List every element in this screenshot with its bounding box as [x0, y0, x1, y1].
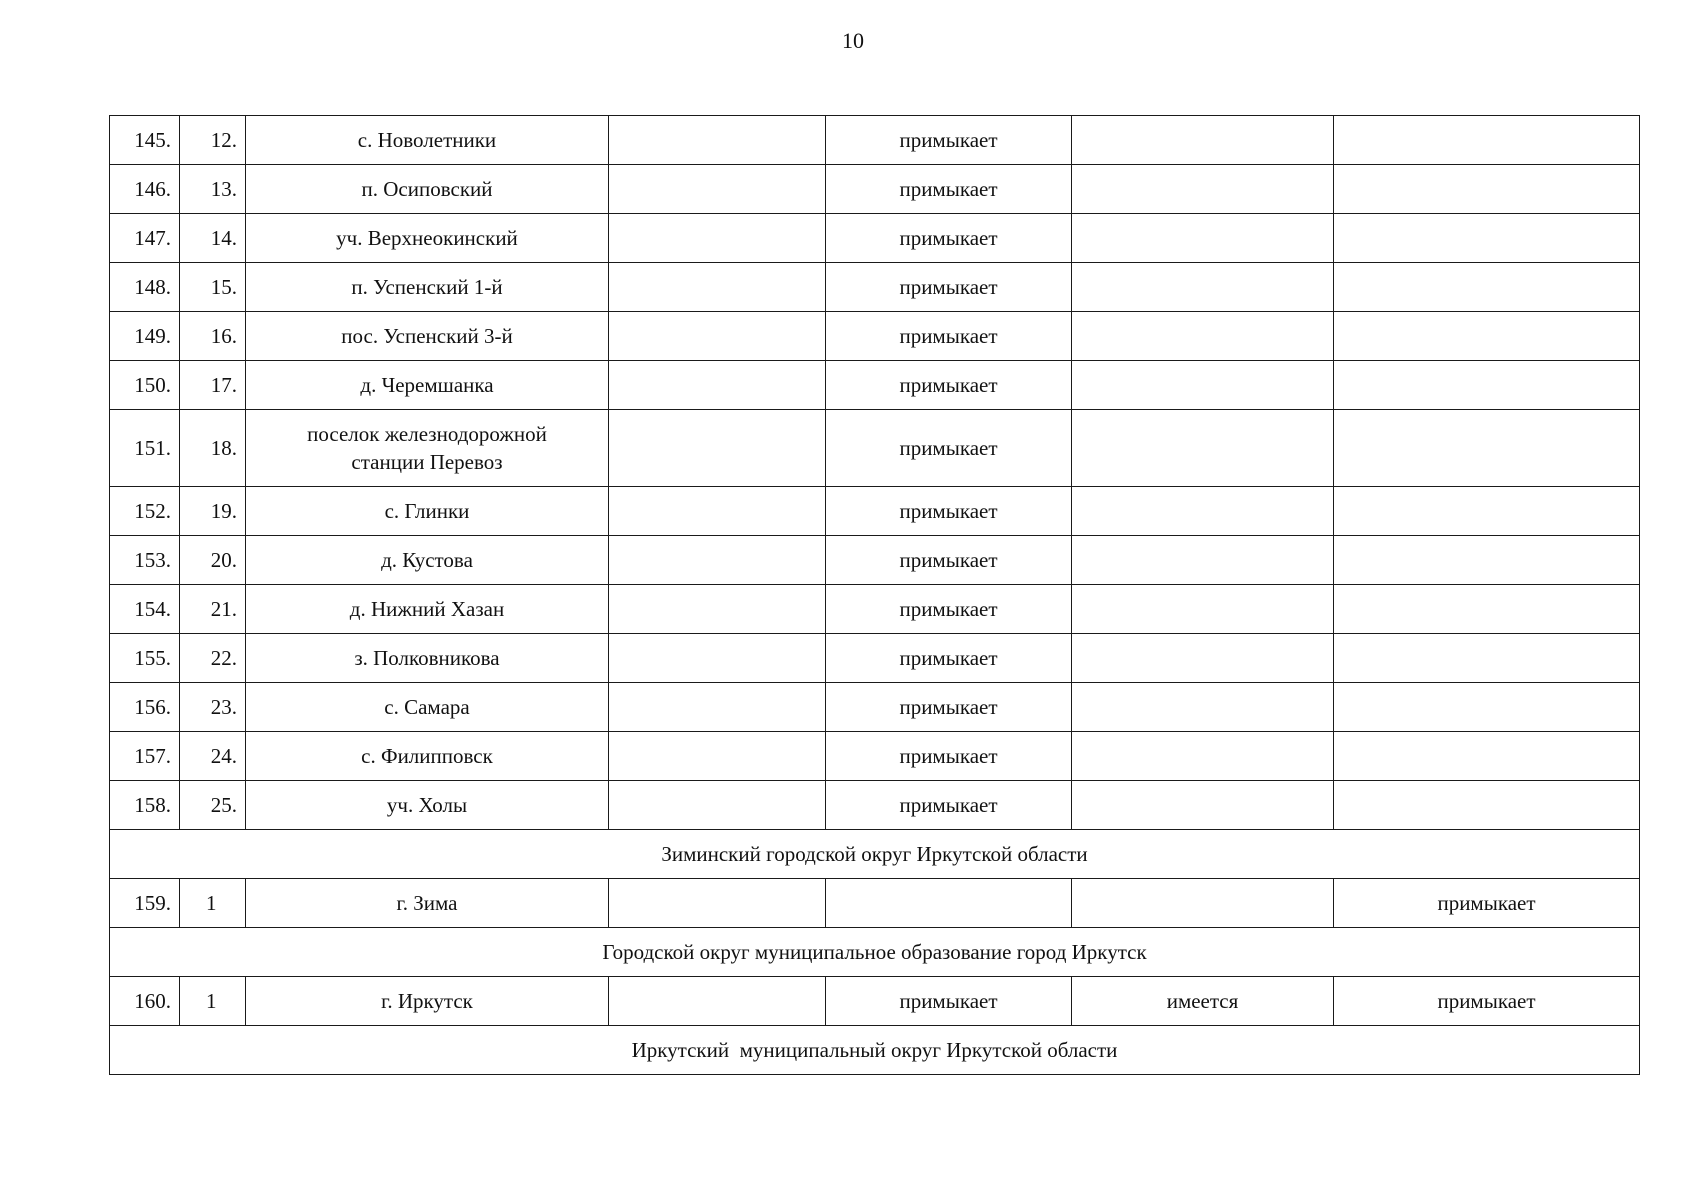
- local-number: 19.: [180, 487, 246, 536]
- section-header-row: [110, 1026, 1640, 1075]
- table-row: [110, 410, 1640, 487]
- row-number: 160.: [110, 977, 180, 1026]
- row-number: 145.: [110, 116, 180, 165]
- row-number: 149.: [110, 312, 180, 361]
- row-number: 146.: [110, 165, 180, 214]
- cell-col7: [1334, 312, 1640, 361]
- local-number: 23.: [180, 683, 246, 732]
- table-row: [110, 732, 1640, 781]
- row-number: 154.: [110, 585, 180, 634]
- cell-col6: имеется: [1072, 977, 1334, 1026]
- settlement-name: п. Осиповский: [246, 165, 609, 214]
- local-number: 1: [180, 879, 246, 928]
- row-number: 157.: [110, 732, 180, 781]
- table-row: [110, 487, 1640, 536]
- cell-col7: [1334, 634, 1640, 683]
- row-number: 155.: [110, 634, 180, 683]
- cell-col6: [1072, 312, 1334, 361]
- cell-col4: [609, 879, 826, 928]
- row-number: 147.: [110, 214, 180, 263]
- settlement-name: уч. Верхнеокинский: [246, 214, 609, 263]
- cell-col4: [609, 732, 826, 781]
- cell-col5: примыкает: [826, 214, 1072, 263]
- cell-col7: [1334, 781, 1640, 830]
- cell-col5: примыкает: [826, 487, 1072, 536]
- settlement-name: п. Успенский 1-й: [246, 263, 609, 312]
- row-number: 151.: [110, 410, 180, 487]
- cell-col4: [609, 634, 826, 683]
- section-title-zima: Зиминский городской округ Иркутской области: [110, 830, 1640, 879]
- table-row: [110, 263, 1640, 312]
- cell-col7: [1334, 536, 1640, 585]
- cell-col6: [1072, 263, 1334, 312]
- cell-col7: [1334, 165, 1640, 214]
- cell-col4: [609, 116, 826, 165]
- cell-col4: [609, 263, 826, 312]
- settlement-name: уч. Холы: [246, 781, 609, 830]
- page-number: 10: [842, 28, 864, 53]
- settlement-name-line2: станции Перевоз: [351, 450, 503, 474]
- section-header-row: [110, 928, 1640, 977]
- settlement-name: с. Самара: [246, 683, 609, 732]
- row-number: 156.: [110, 683, 180, 732]
- row-number: 158.: [110, 781, 180, 830]
- cell-col6: [1072, 116, 1334, 165]
- cell-col6: [1072, 214, 1334, 263]
- settlement-name: с. Филипповск: [246, 732, 609, 781]
- cell-col4: [609, 977, 826, 1026]
- cell-col7: [1334, 585, 1640, 634]
- cell-col4: [609, 361, 826, 410]
- table-row: [110, 214, 1640, 263]
- row-number: 150.: [110, 361, 180, 410]
- cell-col4: [609, 312, 826, 361]
- settlement-name: с. Глинки: [246, 487, 609, 536]
- cell-col6: [1072, 732, 1334, 781]
- cell-col7: [1334, 410, 1640, 487]
- table-row: [110, 879, 1640, 928]
- table-row: [110, 781, 1640, 830]
- settlement-name: г. Иркутск: [246, 977, 609, 1026]
- cell-col4: [609, 214, 826, 263]
- cell-col4: [609, 165, 826, 214]
- cell-col5: примыкает: [826, 116, 1072, 165]
- cell-col6: [1072, 683, 1334, 732]
- cell-col5: примыкает: [826, 732, 1072, 781]
- cell-col5: примыкает: [826, 683, 1072, 732]
- cell-col5: примыкает: [826, 165, 1072, 214]
- cell-col6: [1072, 165, 1334, 214]
- table-row: [110, 634, 1640, 683]
- local-number: 25.: [180, 781, 246, 830]
- row-number: 152.: [110, 487, 180, 536]
- cell-col6: [1072, 585, 1334, 634]
- cell-col6: [1072, 410, 1334, 487]
- settlement-name: г. Зима: [246, 879, 609, 928]
- local-number: 1: [180, 977, 246, 1026]
- cell-col4: [609, 410, 826, 487]
- cell-col5: [826, 879, 1072, 928]
- settlement-name: д. Нижний Хазан: [246, 585, 609, 634]
- table-row: [110, 683, 1640, 732]
- cell-col4: [609, 585, 826, 634]
- cell-col5: примыкает: [826, 312, 1072, 361]
- cell-col7: [1334, 116, 1640, 165]
- cell-col4: [609, 781, 826, 830]
- local-number: 24.: [180, 732, 246, 781]
- cell-col4: [609, 683, 826, 732]
- cell-col5: примыкает: [826, 585, 1072, 634]
- cell-col7: [1334, 732, 1640, 781]
- cell-col6: [1072, 361, 1334, 410]
- local-number: 13.: [180, 165, 246, 214]
- section-title-irkutsk-district: Иркутский муниципальный округ Иркутской области: [110, 1026, 1640, 1075]
- settlement-name: [246, 410, 609, 487]
- row-number: 153.: [110, 536, 180, 585]
- cell-col6: [1072, 536, 1334, 585]
- cell-col5: примыкает: [826, 361, 1072, 410]
- settlement-name: пос. Успенский 3-й: [246, 312, 609, 361]
- cell-col5: примыкает: [826, 634, 1072, 683]
- cell-col5: примыкает: [826, 263, 1072, 312]
- cell-col7: [1334, 214, 1640, 263]
- cell-col7: [1334, 263, 1640, 312]
- settlement-name-line1: поселок железнодорожной: [307, 422, 547, 446]
- row-number: 148.: [110, 263, 180, 312]
- table-row: [110, 116, 1640, 165]
- local-number: 17.: [180, 361, 246, 410]
- cell-col7: [1334, 361, 1640, 410]
- cell-col6: [1072, 781, 1334, 830]
- cell-col5: примыкает: [826, 977, 1072, 1026]
- cell-col4: [609, 536, 826, 585]
- cell-col7: [1334, 487, 1640, 536]
- cell-col7: примыкает: [1334, 977, 1640, 1026]
- cell-col7: [1334, 683, 1640, 732]
- table-row: [110, 165, 1640, 214]
- cell-col5: примыкает: [826, 536, 1072, 585]
- table-row: [110, 536, 1640, 585]
- local-number: 16.: [180, 312, 246, 361]
- row-number: 159.: [110, 879, 180, 928]
- settlement-name: д. Черемшанка: [246, 361, 609, 410]
- local-number: 12.: [180, 116, 246, 165]
- cell-col6: [1072, 634, 1334, 683]
- table-row: [110, 585, 1640, 634]
- local-number: 21.: [180, 585, 246, 634]
- section-header-row: [110, 830, 1640, 879]
- table-row: [110, 312, 1640, 361]
- settlement-name: д. Кустова: [246, 536, 609, 585]
- cell-col6: [1072, 879, 1334, 928]
- cell-col4: [609, 487, 826, 536]
- section-title-irkutsk-city: Городской округ муниципальное образование город Иркутск: [110, 928, 1640, 977]
- table-row: [110, 361, 1640, 410]
- settlement-name: з. Полковникова: [246, 634, 609, 683]
- local-number: 15.: [180, 263, 246, 312]
- local-number: 18.: [180, 410, 246, 487]
- cell-col7: примыкает: [1334, 879, 1640, 928]
- settlement-name: с. Новолетники: [246, 116, 609, 165]
- cell-col5: примыкает: [826, 410, 1072, 487]
- cell-col6: [1072, 487, 1334, 536]
- local-number: 20.: [180, 536, 246, 585]
- local-number: 14.: [180, 214, 246, 263]
- table-row: [110, 977, 1640, 1026]
- settlements-table: [109, 115, 1640, 1075]
- cell-col5: примыкает: [826, 781, 1072, 830]
- local-number: 22.: [180, 634, 246, 683]
